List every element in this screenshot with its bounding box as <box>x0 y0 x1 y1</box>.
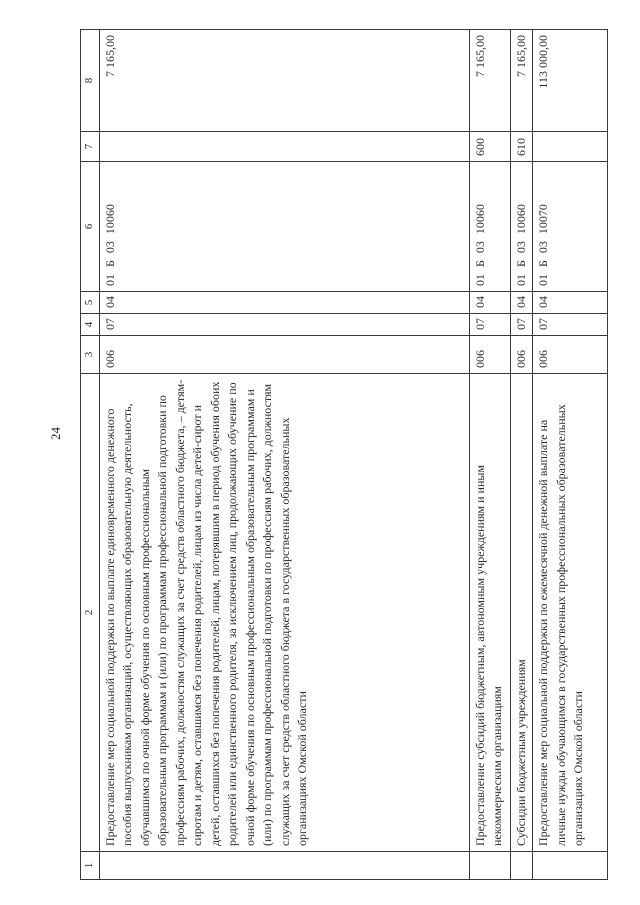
table-row <box>533 30 608 880</box>
cell-subsection: 04 <box>510 292 533 314</box>
cell-section: 07 <box>533 314 608 336</box>
cell-subsection: 04 <box>469 292 510 314</box>
table-row <box>469 30 510 880</box>
budget-table-rotated <box>80 30 620 880</box>
cell-ministry-code: 006 <box>469 336 510 374</box>
cell-ministry-code: 006 <box>533 336 608 374</box>
cell-section: 07 <box>99 314 469 336</box>
header-col-6: 6 <box>81 162 100 292</box>
cell-number <box>533 852 608 880</box>
table-row <box>510 30 533 880</box>
cell-description: Предоставление мер социальной поддержки по выплате единовременного денежного пособия выпускникам организаций, осуществляющих образовательную деятельность, обучавшимся по очной форме обучения по основным профессиональным образовательным программам и (или) по программам профессиональной подготовки по профессиям рабочих, должностям служащих за счет средств областного бюджета, – детям-сиротам и детям, оставшимся без попечения родителей, лицам из числа детей-сирот и детей, оставшихся без попечения родителей, лицам, потерявшим в период обучения обоих родителей или единственного родителя, за исключением лиц, продолжающих обучение по очной форме обучения по основным профессиональным образовательным программам и (или) по программам профессиональной подготовки по профессиям рабочих, должностям служащих за счет средств областного бюджета в государственных образовательных организациях Омской области <box>99 374 469 852</box>
header-col-8: 8 <box>81 30 100 132</box>
header-col-7: 7 <box>81 132 100 162</box>
cell-number <box>510 852 533 880</box>
page-number: 24 <box>48 427 63 440</box>
budget-table <box>80 29 608 880</box>
header-row <box>81 30 100 880</box>
cell-target-article: 01 Б 03 10070 <box>533 162 608 292</box>
cell-amount: 7 165,00 <box>99 30 469 132</box>
cell-number <box>469 852 510 880</box>
cell-target-article: 01 Б 03 10060 <box>99 162 469 292</box>
cell-amount: 7 165,00 <box>510 30 533 132</box>
cell-description: Предоставление мер социальной поддержки по ежемесячной денежной выплате на личные нужды обучающимся в государственных профессиональных образовательных организациях Омской области <box>533 374 608 852</box>
table-row <box>99 30 469 880</box>
header-col-4: 4 <box>81 314 100 336</box>
cell-section: 07 <box>469 314 510 336</box>
cell-subsection: 04 <box>533 292 608 314</box>
cell-ministry-code: 006 <box>510 336 533 374</box>
cell-section: 07 <box>510 314 533 336</box>
cell-expense-type: 610 <box>510 132 533 162</box>
cell-expense-type: 600 <box>469 132 510 162</box>
cell-expense-type <box>99 132 469 162</box>
cell-expense-type <box>533 132 608 162</box>
cell-ministry-code: 006 <box>99 336 469 374</box>
cell-amount: 113 000,00 <box>533 30 608 132</box>
header-col-5: 5 <box>81 292 100 314</box>
header-col-1: 1 <box>81 852 100 880</box>
cell-subsection: 04 <box>99 292 469 314</box>
header-col-3: 3 <box>81 336 100 374</box>
cell-number <box>99 852 469 880</box>
header-col-2: 2 <box>81 374 100 852</box>
cell-target-article: 01 Б 03 10060 <box>469 162 510 292</box>
cell-description: Предоставление субсидий бюджетным, автономным учреждениям и иным некоммерческим организациям <box>469 374 510 852</box>
cell-target-article: 01 Б 03 10060 <box>510 162 533 292</box>
cell-description: Субсидии бюджетным учреждениям <box>510 374 533 852</box>
cell-amount: 7 165,00 <box>469 30 510 132</box>
